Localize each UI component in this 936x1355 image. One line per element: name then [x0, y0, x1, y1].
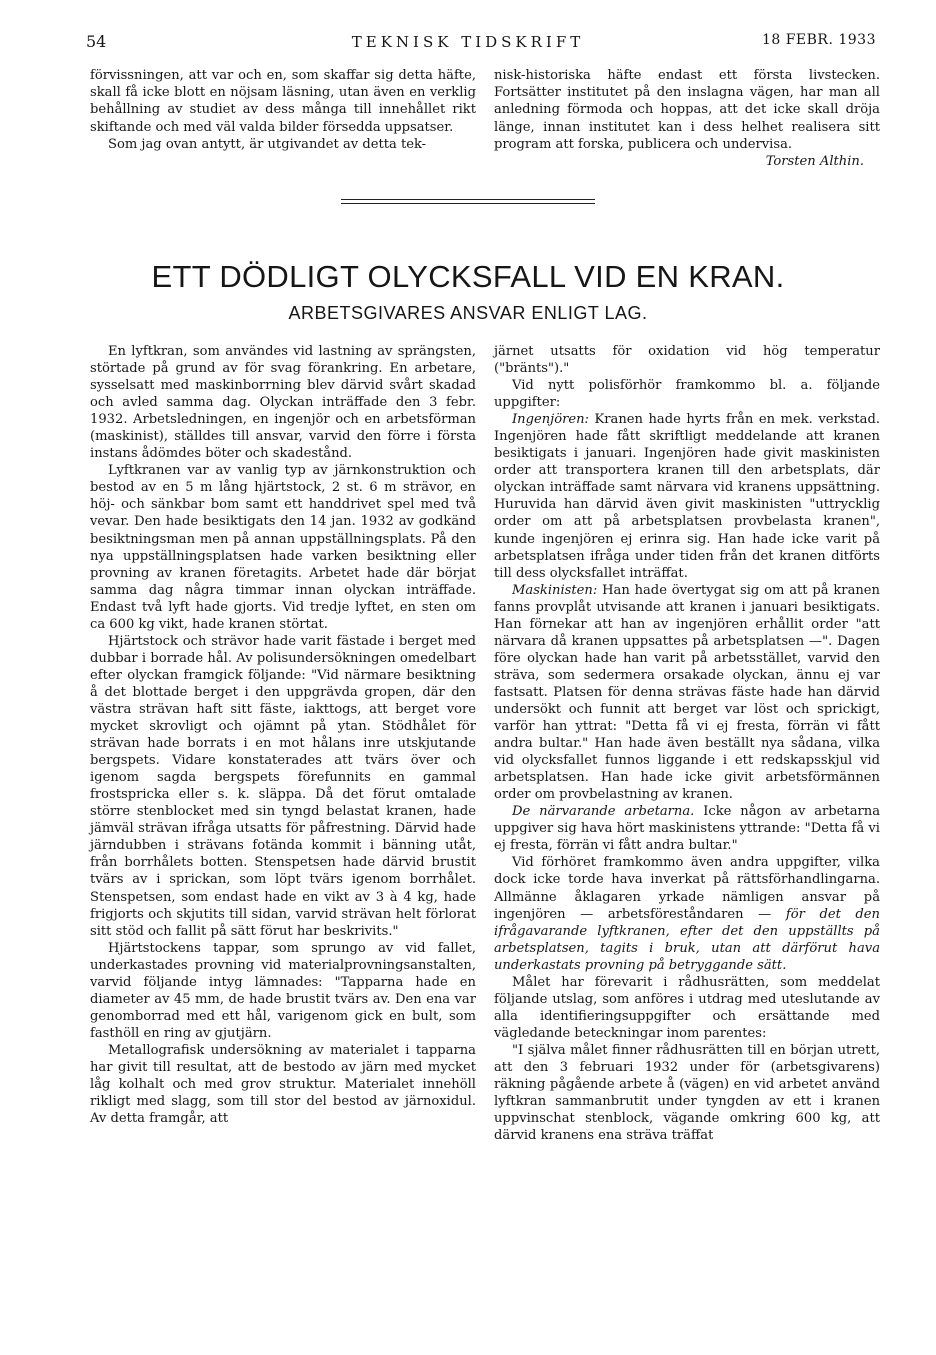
previous-article-right-column [494, 67, 880, 170]
article-subtitle: ARBETSGIVARES ANSVAR ENLIGT LAG. [288, 303, 648, 323]
paragraph-text: nisk-historiska häfte endast ett första livstecken. Fortsätter institutet på den inslagna vägen, har man all anledning förmoda och hoppas, att det icke skall dröja länge, innan institutet kan i dess helhet realisera sitt program att forska, publicera och undervisa. [494, 68, 880, 152]
article-right-column [494, 343, 880, 1144]
paragraph [494, 854, 880, 973]
paragraph: Metallografisk undersökning av materialet i tapparna har givit till resultat, att de bestodo av järn med mycket låg kolhalt och med grov struktur. Materialet innehöll rikligt med slagg, som till stor del bestod av järnoxidul. Av detta framgår, att [90, 1042, 476, 1127]
paragraph: Lyftkranen var av vanlig typ av järnkonstruktion och bestod av en 5 m lång hjärtstock, 2 st. 6 m strävor, en höj- och sänkbar bom samt ett handdrivet spel med två vevar. Den hade besiktigats den 14 jan. 1932 av godkänd besiktningsman men på annan uppställningsplats. På den nya uppställningsplatsen hade varken besiktning eller provning av kranen företagits. Arbetet hade där börjat samma dag några timmar innan olyckan inträffade. Endast två lyft hade gjorts. Vid tredje lyftet, en sten om ca 600 kg vikt, hade kranen störtat. [90, 463, 476, 632]
paragraph [494, 582, 880, 804]
emphasized-text: för det den ifrågavarande lyftkranen, efter det den uppställts på arbetsplatsen, tagits i bruk, utan att därförut hava underkastats provning på betryggande sätt. [494, 906, 880, 973]
speaker-label: De närvarande arbetarna. [512, 804, 695, 820]
article-left-column [90, 343, 476, 1127]
journal-title: TEKNISK TIDSKRIFT [351, 33, 585, 51]
paragraph: Hjärtstockens tappar, som sprungo av vid fallet, underkastades provning vid materialprovningsanstalten, varvid följande intyg lämnades: "Tapparna hade en diameter av 45 mm, de hade brustit tvärs av. Den ena var genomborrad med ett hål, varigenom gick en bult, som fasthöll en ring av gjutjärn. [90, 940, 476, 1041]
paragraph-text: Han hade övertygat sig om att på kranen fanns provplåt utvisande att kranen i januari besiktigats. Han förnekar att han av ingenjören erhållit order "att närvara då kranen uppsattes på arbetsplatsen —". Dagen före olyckan hade han varit på arbetsstället, varvid den sträva, som sedermera orsakade olyckan, ännu ej var fastsatt. Platsen för denna strävas fäste hade han därvid undersökt och funnit att berget var löst och sprickigt, varför han yttrat: "Detta få vi ej fresta, förrän vi fått andra bultar." Han hade även beställt nya sådana, vilka vid olycksfallet funnos liggande i ett redskapsskjul vid arbetsplatsen. Han hade icke givit arbetsförmännen order om provbelastning av kranen. [494, 582, 880, 803]
paragraph: En lyftkran, som användes vid lastning av sprängsten, störtade på grund av för svag förankring. En arbetare, sysselsatt med maskinborrning blev därvid svårt skadad och avled samma dag. Olyckan inträffade den 3 febr. 1932. Arbetsledningen, en ingenjör och en arbetsförman (maskinist), ställdes till ansvar, varvid den förre i första instans ådömdes böter och skadestånd. [90, 344, 476, 462]
paragraph-text: Kranen hade hyrts från en mek. verkstad. Ingenjören hade fått skriftligt meddelande att kranen besiktigats i januari. Ingenjören hade givit maskinisten order att transportera kranen till den arbetsplats, där olyckan inträffade samt närvara vid kranens uppsättning. Huruvida han därvid även givit maskinisten "uttrycklig order om att på arbetsplatsen provbelasta kranen", kunde ingenjören ej erinra sig. Han hade icke varit på arbetsplatsen ifråga under tiden från det kranen ditförts till dess olycksfallet inträffat. [494, 412, 880, 581]
section-divider [341, 199, 595, 204]
paragraph [494, 803, 880, 854]
speaker-label: Ingenjören: [512, 412, 589, 428]
paragraph: Målet har förevarit i rådhusrätten, som meddelat följande utslag, som anföres i utdrag med uteslutande av alla identifieringsuppgifter och ersättande med vägledande beteckningar inom parentes: [494, 974, 880, 1041]
article-title: ETT DÖDLIGT OLYCKSFALL VID EN KRAN. [151, 259, 785, 294]
issue-date: 18 FEBR. 1933 [761, 32, 876, 48]
paragraph: "I själva målet finner rådhusrätten till en början utrett, att den 3 februari 1932 under för (arbetsgivarens) räkning pågående arbete å (vägen) en vid arbetet använd lyftkran sammanbrutit under tyngden av ett i kranen uppvinschat stenblock, vägande omkring 600 kg, att därvid kranens ena sträva träffat [494, 1042, 880, 1144]
paragraph [494, 67, 880, 170]
page-number: 54 [86, 32, 107, 51]
speaker-label: Maskinisten: [512, 582, 598, 598]
paragraph-text: Icke någon av arbetarna uppgiver sig hava hört maskinistens yttrande: "Detta få vi ej fresta, förrän vi fått andra bultar." [494, 804, 881, 854]
paragraph [494, 411, 880, 581]
page-header [0, 30, 936, 54]
previous-article-left-column [90, 67, 476, 153]
paragraph: järnet utsatts för oxidation vid hög temperatur ("bränts")." [494, 344, 880, 377]
author-signature: Torsten Althin. [765, 154, 864, 170]
paragraph: Vid nytt polisförhör framkommo bl. a. följande uppgifter: [494, 378, 880, 411]
paragraph: Hjärtstock och strävor hade varit fästade i berget med dubbar i borrade hål. Av polisundersökningen omedelbart efter olyckan framgick följande: "Vid närmare besiktning å det blottade berget i den uppgrävda gropen, där den västra strävan haft sitt fäste, iakttogs, att berget vore mycket skrovligt och ojämnt på ytan. Stödhålet för strävan hade borrats i en mot hålans inre utskjutande bergspets. Vidare konstaterades att tvärs över och igenom sagda bergspets förefunnits en gammal frostspricka eller s. k. släppa. Då det förut omtalade större stenblocket med sin tyngd belastat kranen, hade jämväl strävan ifråga utsatts för påfrestning. Därvid hade järndubben i strävans fotända kommit i bänning utåt, från borrhålets botten. Stenspetsen hade därvid brustit tvärs av i sprickan, som löpt tvärs igenom borrhålet. Stenspetsen, som endast hade en vikt av 3 à 4 kg, hade frigjorts och skjutits till sidan, varvid strävan helt förlorat sitt stöd och fallit på sätt förut har beskrivits." [90, 633, 476, 939]
paragraph: Som jag ovan antytt, är utgivandet av detta tek- [108, 136, 427, 152]
paragraph-text: Vid förhöret framkommo även andra uppgifter, vilka dock icke torde hava inverkat på rättsförhandlingarna. Allmänne åklagaren yrkade nämligen ansvar på ingenjören — arbetsföreståndaren — [494, 855, 880, 922]
paragraph: förvissningen, att var och en, som skaffar sig detta häfte, skall få icke blott en nöjsam läsning, utan även en verklig behållning av studiet av dess många till innehållet rikt skiftande och med väl valda bilder försedda uppsatser. [90, 68, 476, 135]
